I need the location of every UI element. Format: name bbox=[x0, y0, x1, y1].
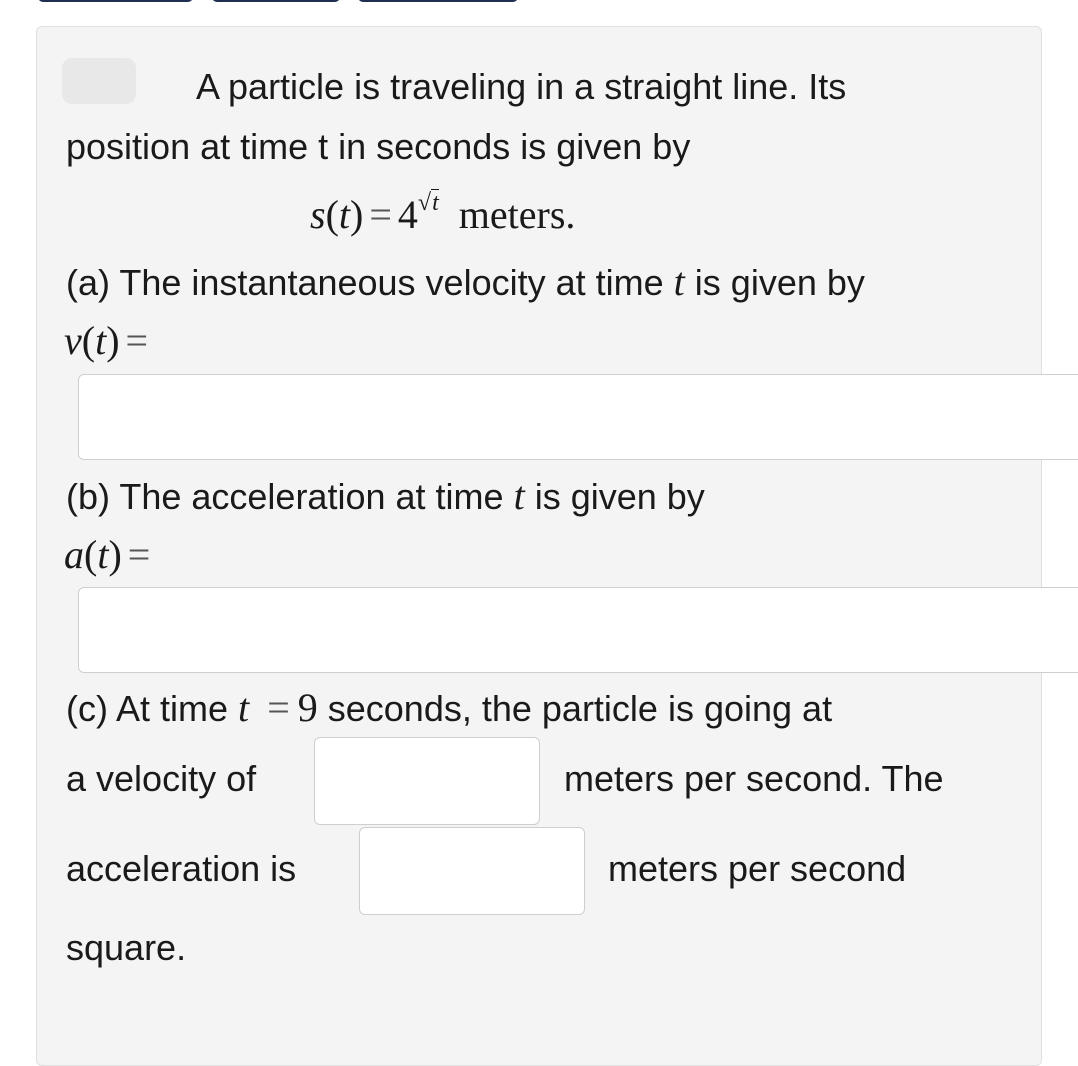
part-a-prompt bbox=[66, 260, 865, 305]
part-a-prompt-post: is given by bbox=[694, 262, 865, 303]
velocity-fn-var: t bbox=[95, 318, 107, 363]
velocity-equals: = bbox=[125, 318, 149, 363]
velocity-at-t-input[interactable] bbox=[314, 737, 540, 825]
acceleration-unit-continued: square. bbox=[66, 927, 187, 968]
position-sqrt-arg: t bbox=[432, 190, 439, 216]
position-exponent bbox=[418, 190, 439, 216]
velocity-fn-name: v bbox=[64, 318, 82, 363]
position-coefficient: 4 bbox=[397, 192, 418, 237]
redacted-chip bbox=[62, 58, 136, 104]
part-b-prompt-var: t bbox=[513, 473, 525, 518]
top-tab-bar bbox=[38, 0, 518, 4]
acceleration-unit-label: meters per second bbox=[608, 848, 907, 889]
intro-line-1: A particle is traveling in a straight line. Its bbox=[196, 66, 847, 107]
top-tab-3[interactable] bbox=[358, 0, 518, 2]
position-equation: $s(t) = 4^{√t}$ meters. bbox=[310, 190, 576, 237]
velocity-of-label: a velocity of bbox=[66, 758, 257, 799]
position-fn-name: s bbox=[310, 192, 326, 237]
acceleration-at-t-input[interactable] bbox=[359, 827, 585, 915]
part-c-var: t bbox=[238, 685, 250, 730]
part-c-equals: = bbox=[267, 685, 290, 730]
top-tab-1[interactable] bbox=[38, 0, 193, 2]
sqrt-icon: √ bbox=[417, 190, 432, 216]
part-b-prompt bbox=[66, 474, 705, 519]
velocity-unit-label: meters per second. The bbox=[564, 758, 944, 799]
acceleration-answer-input[interactable] bbox=[78, 587, 1078, 673]
velocity-function-label: v(t) = bbox=[64, 318, 154, 364]
top-tab-2[interactable] bbox=[212, 0, 340, 2]
velocity-answer-input[interactable] bbox=[78, 374, 1078, 460]
acceleration-function-label: a(t) = bbox=[64, 532, 156, 578]
acceleration-is-label: acceleration is bbox=[66, 848, 297, 889]
acceleration-equals: = bbox=[127, 532, 151, 577]
position-fn-var: t bbox=[338, 192, 351, 237]
position-unit: meters. bbox=[458, 192, 576, 237]
part-c-post: seconds, the particle is going at bbox=[327, 688, 833, 729]
acceleration-fn-var: t bbox=[97, 532, 109, 577]
part-a-prompt-var: t bbox=[673, 259, 685, 304]
position-equals: = bbox=[369, 192, 392, 237]
part-c-line-1 bbox=[66, 686, 832, 731]
intro-line-2: position at time t in seconds is given by bbox=[66, 126, 691, 167]
part-a-prompt-pre: (a) The instantaneous velocity at time bbox=[66, 262, 664, 303]
part-b-prompt-post: is given by bbox=[534, 476, 705, 517]
acceleration-fn-name: a bbox=[64, 532, 84, 577]
part-c-time-value: 9 bbox=[297, 685, 318, 730]
part-c-pre: (c) At time bbox=[66, 688, 229, 729]
part-b-prompt-pre: (b) The acceleration at time bbox=[66, 476, 504, 517]
